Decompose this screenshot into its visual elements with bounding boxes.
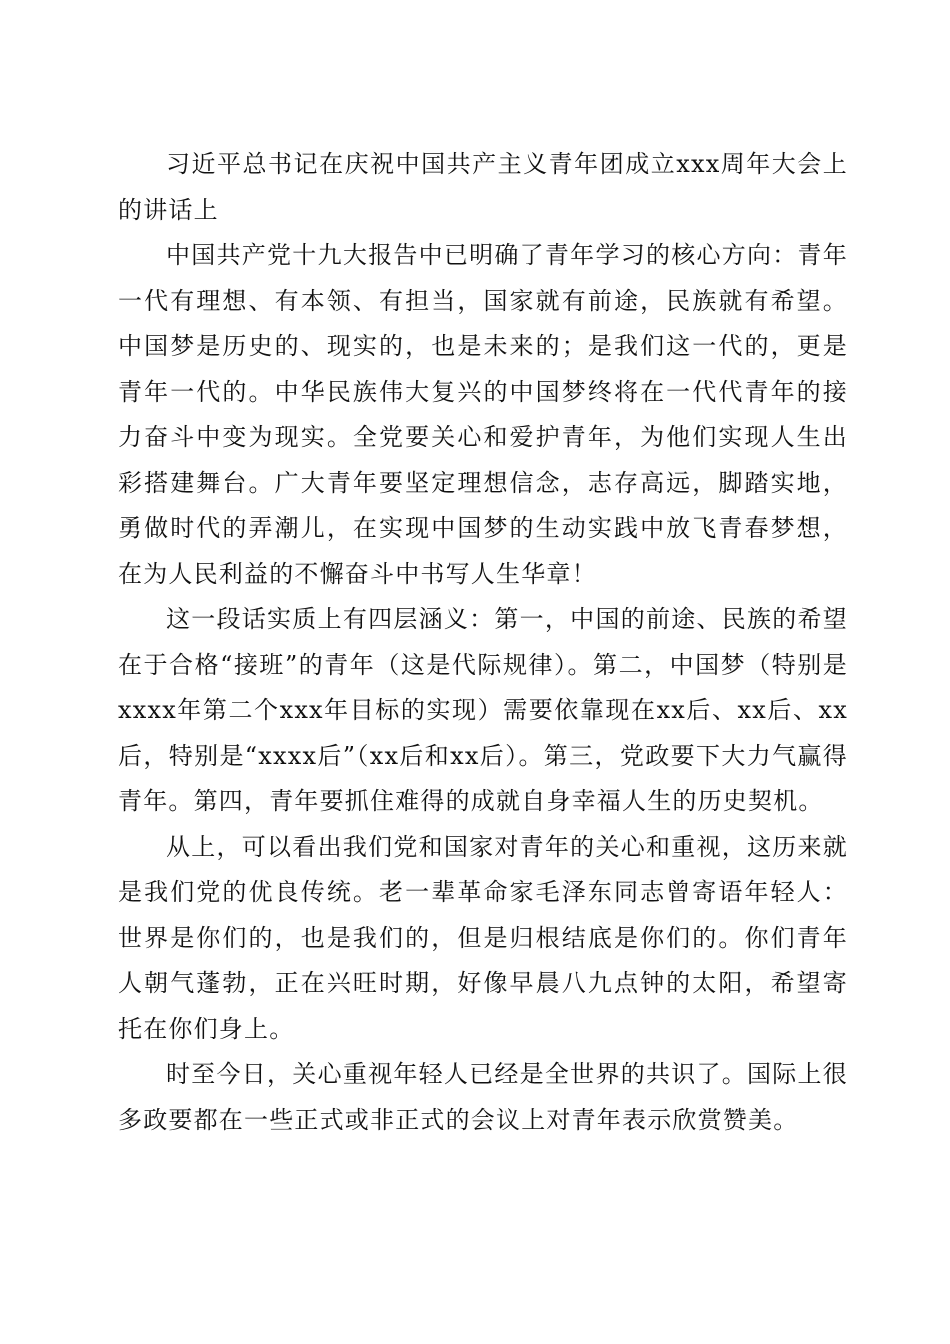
paragraph-1: 中国共产党十九大报告中已明确了青年学习的核心方向：青年一代有理想、有本领、有担当，国家就有前途，民族就有希望。中国梦是历史的、现实的，也是未来的；是我们这一代的，更是青年一代的。中华民族伟大复兴的中国梦终将在一代代青年的接力奋斗中变为现实。全党要关心和爱护青年，为他们实现人生出彩搭建舞台。广大青年要坚定理想信念，志存高远，脚踏实地，勇做时代的弄潮儿，在实现中国梦的生动实践中放飞青春梦想，在为人民利益的不懈奋斗中书写人生华章！ bbox=[118, 241, 848, 588]
document-body bbox=[118, 142, 848, 1143]
paragraph-3: 从上，可以看出我们党和国家对青年的关心和重视，这历来就是我们党的优良传统。老一辈革命家毛泽东同志曾寄语年轻人：世界是你们的，也是我们的，但是归根结底是你们的。你们青年人朝气蓬勃，正在兴旺时期，好像早晨八九点钟的太阳，希望寄托在你们身上。 bbox=[118, 832, 848, 1043]
document-title: 习近平总书记在庆祝中国共产主义青年团成立xxx周年大会上的讲话上 bbox=[118, 150, 848, 224]
paragraph-2: 这一段话实质上有四层涵义：第一，中国的前途、民族的希望在于合格“接班”的青年（这是代际规律）。第二，中国梦（特别是xxxx年第二个xxx年目标的实现）需要依靠现在xx后、xx后、xx后，特别是“xxxx后”（xx后和xx后）。第三，党政要下大力气赢得青年。第四，青年要抓住难得的成就自身幸福人生的历史契机。 bbox=[118, 605, 848, 815]
paragraph-4: 时至今日，关心重视年轻人已经是全世界的共识了。国际上很多政要都在一些正式或非正式的会议上对青年表示欣赏赞美。 bbox=[118, 1060, 848, 1134]
